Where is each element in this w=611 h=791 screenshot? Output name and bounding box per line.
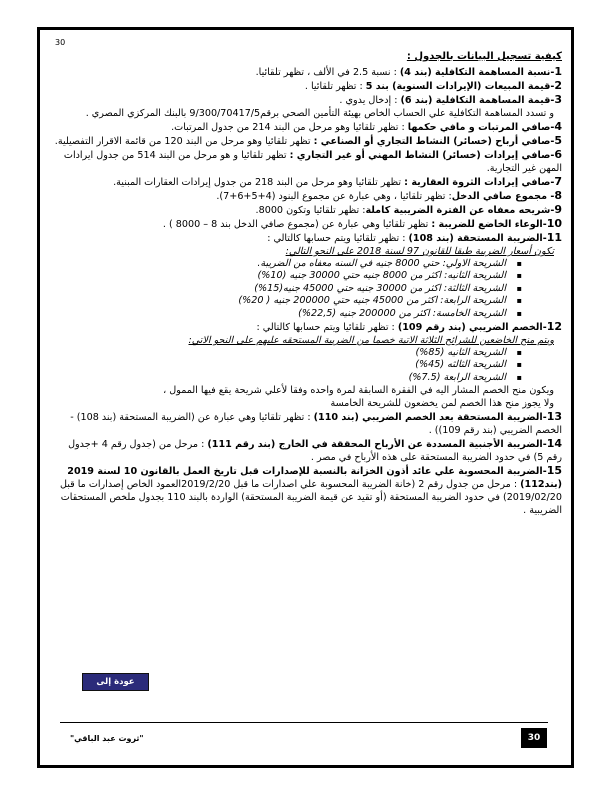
list-item: ▪ الشريحة الرابعة: اكثر من 45000 جنيه حتي 200000 جنيه ( 20%)	[52, 295, 506, 307]
item-12-subtitle: ويتم منح الخاضعين للشرائح الثلاثة الاتية خصما من الضريبة المستحقه عليهم على النحو الاتي:	[188, 335, 554, 347]
item-5: 5-صافي أرباح (خسائر) النشاط التجاري أو الصناعي : تظهر تلقائيا وهو مرحل من البند 120 من قائمة الاقرار التفصيلية.	[54, 134, 562, 147]
document-body	[52, 50, 562, 517]
item-3: 3-قيمة المساهمة التكافلية (بند 6) : إدخال يدوي .	[339, 93, 562, 106]
list-item: ▪ الشريحة الخامسة: اكثر من 200000 جنيه (22,5%)	[52, 308, 506, 320]
item-6: 6-صافي إيرادات (خسائر) النشاط المهني أو غير التجاري : تظهر تلقائيا و هو مرحل من البند 514 من جدول ايرادات المهن غير التجارية.	[63, 148, 562, 174]
item-2: 2-قيمة المبيعات (الإيرادات السنوية) بند 5 : تظهر تلقائيا .	[304, 79, 562, 92]
item-7: 7-صافي إيرادات الثروة العقارية : تظهر تلقائيا وهو مرحل من البند 218 من جدول إيرادات العقارات المبنية.	[113, 175, 562, 188]
list-item: ▪ الشريحة الثالثه (45%)	[52, 359, 506, 371]
page-number-top: 30	[55, 38, 66, 47]
footer-divider	[60, 722, 548, 723]
page-number-box: 30	[521, 728, 547, 748]
item-9: 9-شريحه معفاه عن الفترة الضريبية كاملة: تظهر تلقائيا وتكون 8000.	[255, 203, 562, 216]
list-item: ▪ الشريحة الثانيه (85%)	[52, 347, 506, 359]
item-13: 13-الضريبة المستحقة بعد الخصم الضريبي (بند 110) : تظهر تلقائيا وهي عبارة عن (الضريبة المستحقة (بند 108) - الخصم الضريبي (بند رقم 109)) .	[70, 410, 562, 437]
item-10: 10-الوعاء الخاضع للضريبة : تظهر تلقائيا وهي عبارة عن (مجموع صافي الدخل بند 8 – 8000 ) .	[162, 217, 562, 230]
list-item: ▪ الشريحة الرابعة (7.5%)	[52, 372, 506, 384]
author-name: "ثروت عبد الباقي"	[70, 734, 144, 743]
list-item: ▪ الشريحة الثانيه: اكثر من 8000 جنيه حتي 30000 جنيه (10%)	[52, 270, 506, 282]
list-item: ▪ الشريحة الثالثة: اكثر من 30000 جنيه حتي 45000 جنيه(15%)	[52, 283, 506, 295]
item-3-note: و تسدد المساهمة التكافلية علي الحساب الخاص بهيئة التأمين الصحي برقم9/300/70417/5 بالبنك المركزي المصري .	[85, 108, 554, 119]
item-11: 11-الضريبة المستحقة (بند 108) : تظهر تلقائيا ويتم حسابها كالتالي :	[267, 231, 562, 244]
list-item: ▪ الشريحة الاولي: حتي 8000 جنيه في السنه معفاه من الضريبة.	[52, 258, 506, 270]
section-heading: كيفية تسجيل البيانات بالجدول :	[406, 51, 562, 62]
item-12-note: ولا يجوز منح هذا الخصم لمن يخضعون للشريحة الخامسة	[330, 398, 554, 410]
item-12-note: ويكون منح الخصم المشار اليه في الفقرة السابقة لمرة واحده وفقا لأعلي شريحة يقع فيها الممول ،	[163, 385, 554, 397]
item-11-subtitle: تكون أسعار الضريبة طبقا للقانون 97 لسنة 2018 على النحو التالي:	[285, 246, 554, 257]
item-14: 14-الضريبة الأجنبية المسددة عن الأرباح المحققة في الخارج (بند رقم 111) : مرحل من (جدول رقم 4 +جدول رقم 5) في حدود الضريبة المستحقة على هذه الأرباح في مصر .	[68, 437, 562, 464]
item-1: 1-نسبة المساهمة التكافلية (بند 4) : نسبة 2.5 في الألف ، تظهر تلقائيا.	[255, 65, 562, 78]
back-to-index-button[interactable]: عودة إلى الفهرس	[82, 673, 149, 691]
item-4: 4-صافي المرتبات و مافي حكمها : تظهر تلقائيا وهو مرحل من البند 214 من جدول المرتبات.	[171, 120, 562, 133]
item-8: 8- مجموع صافي الدخل: تظهر تلقائيا ، وهي عبارة عن مجموع البنود (4+5+6+7).	[216, 189, 562, 202]
item-15: 15-الضريبة المحسوبة علي عائد أذون الخزانة بالنسبة للإصدارات قبل تاريخ العمل بالقانون 10 لسنة 2019 (بند112) : مرحل من جدول رقم 2 (خانة الضريبة المحسوبة علي اصدارات ما قبل 2019/2/20العمود الخاص إصدارات ما قبل 2019/02/20) في حدود الضريبة المستحقة (أو تقيد عن قيمة الضريبة المستحقة) الواردة بالبند 110 بجدول ملخص المستحقات الضريبية .	[59, 464, 562, 517]
item-12: 12-الخصم الضريبي (بند رقم 109) : تظهر تلقائيا ويتم حسابها كالتالي :	[256, 320, 562, 334]
discount-list	[52, 347, 562, 384]
tax-tiers-list	[52, 258, 562, 320]
